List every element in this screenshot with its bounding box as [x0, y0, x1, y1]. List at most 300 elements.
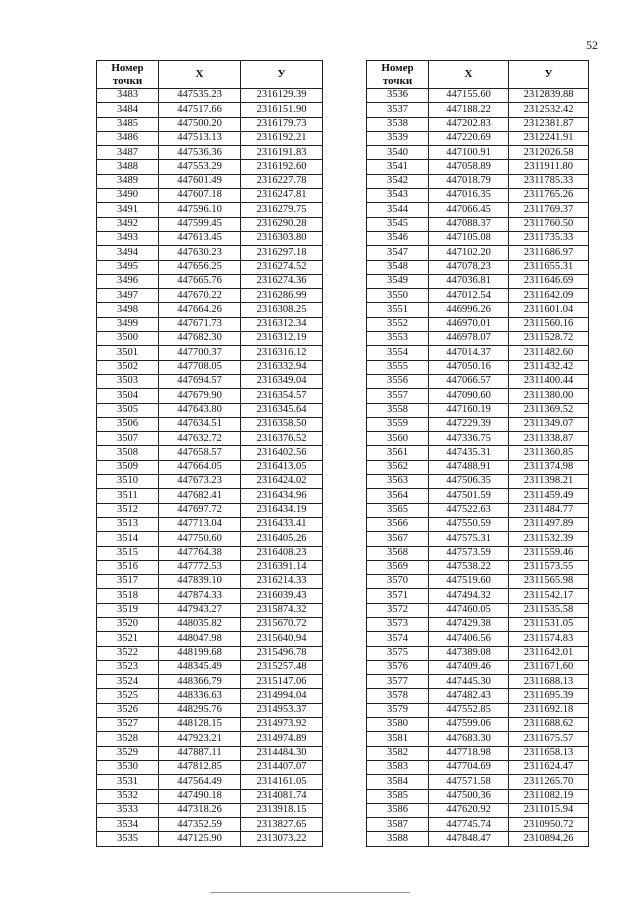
- y-coordinate-cell: 2316434.19: [241, 503, 323, 517]
- x-coordinate-cell: 446978.07: [429, 332, 509, 346]
- table-row: [367, 475, 589, 489]
- table-row: [367, 718, 589, 732]
- table-row: [97, 460, 323, 474]
- table-row: [97, 146, 323, 160]
- x-coordinate-cell: 447550.59: [429, 517, 509, 531]
- table-row: [367, 360, 589, 374]
- table-row: [97, 503, 323, 517]
- table-row: [367, 675, 589, 689]
- table-row: [367, 203, 589, 217]
- y-coordinate-cell: 2312532.42: [509, 103, 589, 117]
- x-coordinate-cell: 447671.73: [159, 317, 241, 331]
- table-row: [97, 589, 323, 603]
- y-coordinate-cell: 2316191.83: [241, 146, 323, 160]
- point-number-cell: 3577: [367, 675, 429, 689]
- y-coordinate-cell: 2313073.22: [241, 832, 323, 846]
- x-coordinate-cell: 447718.98: [429, 746, 509, 760]
- header-x: X: [429, 61, 509, 89]
- x-coordinate-cell: 448035.82: [159, 617, 241, 631]
- y-coordinate-cell: 2311760.50: [509, 217, 589, 231]
- x-coordinate-cell: 447564.49: [159, 775, 241, 789]
- x-coordinate-cell: 448366.79: [159, 675, 241, 689]
- y-coordinate-cell: 2316358.50: [241, 417, 323, 431]
- x-coordinate-cell: 447018.79: [429, 174, 509, 188]
- x-coordinate-cell: 447656.25: [159, 260, 241, 274]
- table-row: [97, 174, 323, 188]
- point-number-cell: 3500: [97, 332, 159, 346]
- point-number-cell: 3528: [97, 732, 159, 746]
- x-coordinate-cell: 447658.57: [159, 446, 241, 460]
- x-coordinate-cell: 447318.26: [159, 803, 241, 817]
- table-row: [97, 575, 323, 589]
- x-coordinate-cell: 447501.59: [429, 489, 509, 503]
- x-coordinate-cell: 447700.37: [159, 346, 241, 360]
- x-coordinate-cell: 447573.59: [429, 546, 509, 560]
- table-row: [367, 417, 589, 431]
- table-row: [367, 460, 589, 474]
- y-coordinate-cell: 2316391.14: [241, 560, 323, 574]
- point-number-cell: 3563: [367, 475, 429, 489]
- x-coordinate-cell: 447016.35: [429, 189, 509, 203]
- y-coordinate-cell: 2316312.34: [241, 317, 323, 331]
- y-coordinate-cell: 2311369.52: [509, 403, 589, 417]
- y-coordinate-cell: 2316402.56: [241, 446, 323, 460]
- point-number-cell: 3509: [97, 460, 159, 474]
- y-coordinate-cell: 2316408.23: [241, 546, 323, 560]
- y-coordinate-cell: 2314407.07: [241, 760, 323, 774]
- point-number-cell: 3547: [367, 246, 429, 260]
- y-coordinate-cell: 2314974.89: [241, 732, 323, 746]
- table-row: [97, 703, 323, 717]
- table-row: [367, 131, 589, 145]
- point-number-cell: 3496: [97, 274, 159, 288]
- y-coordinate-cell: 2316192.60: [241, 160, 323, 174]
- y-coordinate-cell: 2311688.62: [509, 718, 589, 732]
- table-row: [367, 660, 589, 674]
- table-row: [367, 160, 589, 174]
- x-coordinate-cell: 447066.45: [429, 203, 509, 217]
- y-coordinate-cell: 2312241.91: [509, 131, 589, 145]
- x-coordinate-cell: 447679.90: [159, 389, 241, 403]
- point-number-cell: 3543: [367, 189, 429, 203]
- y-coordinate-cell: 2312381.87: [509, 117, 589, 131]
- y-coordinate-cell: 2311769.37: [509, 203, 589, 217]
- table-row: [97, 617, 323, 631]
- table-row: [97, 374, 323, 388]
- y-coordinate-cell: 2311528.72: [509, 332, 589, 346]
- table-row: [367, 703, 589, 717]
- point-number-cell: 3542: [367, 174, 429, 188]
- table-row: [97, 246, 323, 260]
- x-coordinate-cell: 447613.45: [159, 231, 241, 245]
- table-row: [97, 131, 323, 145]
- y-coordinate-cell: 2316297.18: [241, 246, 323, 260]
- y-coordinate-cell: 2316316.12: [241, 346, 323, 360]
- x-coordinate-cell: 447812.85: [159, 760, 241, 774]
- point-number-cell: 3574: [367, 632, 429, 646]
- point-number-cell: 3506: [97, 417, 159, 431]
- y-coordinate-cell: 2316308.25: [241, 303, 323, 317]
- y-coordinate-cell: 2316286.99: [241, 289, 323, 303]
- point-number-cell: 3587: [367, 818, 429, 832]
- x-coordinate-cell: 447575.31: [429, 532, 509, 546]
- point-number-cell: 3519: [97, 603, 159, 617]
- point-number-cell: 3582: [367, 746, 429, 760]
- table-row: [97, 231, 323, 245]
- point-number-cell: 3540: [367, 146, 429, 160]
- point-number-cell: 3518: [97, 589, 159, 603]
- point-number-cell: 3534: [97, 818, 159, 832]
- y-coordinate-cell: 2316151.90: [241, 103, 323, 117]
- y-coordinate-cell: 2316274.36: [241, 274, 323, 288]
- x-coordinate-cell: 447839.10: [159, 575, 241, 589]
- point-number-cell: 3580: [367, 718, 429, 732]
- x-coordinate-cell: 447750.60: [159, 532, 241, 546]
- y-coordinate-cell: 2316179.73: [241, 117, 323, 131]
- table-row: [97, 289, 323, 303]
- table-row: [97, 517, 323, 531]
- y-coordinate-cell: 2311574.83: [509, 632, 589, 646]
- y-coordinate-cell: 2311911.80: [509, 160, 589, 174]
- point-number-cell: 3495: [97, 260, 159, 274]
- point-number-cell: 3524: [97, 675, 159, 689]
- table-row: [367, 789, 589, 803]
- table-row: [97, 89, 323, 103]
- x-coordinate-cell: 447160.19: [429, 403, 509, 417]
- table-row: [97, 632, 323, 646]
- y-coordinate-cell: 2311082.19: [509, 789, 589, 803]
- point-number-cell: 3579: [367, 703, 429, 717]
- y-coordinate-cell: 2316039.43: [241, 589, 323, 603]
- x-coordinate-cell: 447058.89: [429, 160, 509, 174]
- table-row: [367, 174, 589, 188]
- point-number-cell: 3533: [97, 803, 159, 817]
- point-number-cell: 3557: [367, 389, 429, 403]
- point-number-cell: 3583: [367, 760, 429, 774]
- y-coordinate-cell: 2316345.64: [241, 403, 323, 417]
- point-number-cell: 3566: [367, 517, 429, 531]
- x-coordinate-cell: 447596.10: [159, 203, 241, 217]
- y-coordinate-cell: 2316424.02: [241, 475, 323, 489]
- point-number-cell: 3521: [97, 632, 159, 646]
- y-coordinate-cell: 2315670.72: [241, 617, 323, 631]
- y-coordinate-cell: 2311542.17: [509, 589, 589, 603]
- table-row: [367, 689, 589, 703]
- table-row: [97, 417, 323, 431]
- table-header-row: [97, 61, 323, 89]
- y-coordinate-cell: 2315257.48: [241, 660, 323, 674]
- y-coordinate-cell: 2311642.01: [509, 646, 589, 660]
- table-row: [97, 389, 323, 403]
- table-row: [367, 432, 589, 446]
- point-number-cell: 3486: [97, 131, 159, 145]
- y-coordinate-cell: 2311642.09: [509, 289, 589, 303]
- y-coordinate-cell: 2315147.06: [241, 675, 323, 689]
- table-row: [97, 532, 323, 546]
- point-number-cell: 3504: [97, 389, 159, 403]
- x-coordinate-cell: 447522.63: [429, 503, 509, 517]
- y-coordinate-cell: 2311675.57: [509, 732, 589, 746]
- y-coordinate-cell: 2314484.30: [241, 746, 323, 760]
- x-coordinate-cell: 447155.60: [429, 89, 509, 103]
- x-coordinate-cell: 447704.69: [429, 760, 509, 774]
- table-row: [367, 246, 589, 260]
- table-row: [367, 389, 589, 403]
- x-coordinate-cell: 447435.31: [429, 446, 509, 460]
- x-coordinate-cell: 447601.49: [159, 174, 241, 188]
- y-coordinate-cell: 2316192.21: [241, 131, 323, 145]
- table-row: [367, 532, 589, 546]
- y-coordinate-cell: 2316274.52: [241, 260, 323, 274]
- table-row: [367, 589, 589, 603]
- y-coordinate-cell: 2311573.55: [509, 560, 589, 574]
- y-coordinate-cell: 2311655.31: [509, 260, 589, 274]
- bottom-rule: [210, 892, 410, 893]
- point-number-cell: 3537: [367, 103, 429, 117]
- y-coordinate-cell: 2311624.47: [509, 760, 589, 774]
- table-row: [97, 475, 323, 489]
- table-row: [97, 560, 323, 574]
- x-coordinate-cell: 447923.21: [159, 732, 241, 746]
- x-coordinate-cell: 447014.37: [429, 346, 509, 360]
- x-coordinate-cell: 447538.22: [429, 560, 509, 574]
- point-number-cell: 3512: [97, 503, 159, 517]
- coordinates-table-left: [96, 60, 323, 847]
- point-number-cell: 3513: [97, 517, 159, 531]
- y-coordinate-cell: 2311338.87: [509, 432, 589, 446]
- table-row: [97, 646, 323, 660]
- point-number-cell: 3554: [367, 346, 429, 360]
- point-number-cell: 3562: [367, 460, 429, 474]
- table-row: [97, 217, 323, 231]
- table-row: [97, 818, 323, 832]
- y-coordinate-cell: 2311601.04: [509, 303, 589, 317]
- table-row: [367, 117, 589, 131]
- y-coordinate-cell: 2311658.13: [509, 746, 589, 760]
- table-row: [367, 89, 589, 103]
- y-coordinate-cell: 2314081.74: [241, 789, 323, 803]
- x-coordinate-cell: 447488.91: [429, 460, 509, 474]
- x-coordinate-cell: 447887.11: [159, 746, 241, 760]
- y-coordinate-cell: 2311692.18: [509, 703, 589, 717]
- point-number-cell: 3555: [367, 360, 429, 374]
- x-coordinate-cell: 447552.85: [429, 703, 509, 717]
- y-coordinate-cell: 2311531.05: [509, 617, 589, 631]
- table-row: [367, 803, 589, 817]
- x-coordinate-cell: 447764.38: [159, 546, 241, 560]
- x-coordinate-cell: 447943.27: [159, 603, 241, 617]
- x-coordinate-cell: 447683.30: [429, 732, 509, 746]
- point-number-cell: 3560: [367, 432, 429, 446]
- y-coordinate-cell: 2316405.26: [241, 532, 323, 546]
- point-number-cell: 3548: [367, 260, 429, 274]
- point-number-cell: 3515: [97, 546, 159, 560]
- x-coordinate-cell: 447630.23: [159, 246, 241, 260]
- point-number-cell: 3531: [97, 775, 159, 789]
- x-coordinate-cell: 447202.83: [429, 117, 509, 131]
- x-coordinate-cell: 447078.23: [429, 260, 509, 274]
- table-row: [367, 503, 589, 517]
- x-coordinate-cell: 447336.75: [429, 432, 509, 446]
- point-number-cell: 3538: [367, 117, 429, 131]
- point-number-cell: 3516: [97, 560, 159, 574]
- point-number-cell: 3535: [97, 832, 159, 846]
- point-number-cell: 3561: [367, 446, 429, 460]
- y-coordinate-cell: 2316303.80: [241, 231, 323, 245]
- x-coordinate-cell: 447389.08: [429, 646, 509, 660]
- point-number-cell: 3573: [367, 617, 429, 631]
- y-coordinate-cell: 2311497.89: [509, 517, 589, 531]
- table-row: [367, 103, 589, 117]
- x-coordinate-cell: 447772.53: [159, 560, 241, 574]
- point-number-cell: 3550: [367, 289, 429, 303]
- table-row: [367, 775, 589, 789]
- table-row: [97, 760, 323, 774]
- y-coordinate-cell: 2311484.77: [509, 503, 589, 517]
- point-number-cell: 3585: [367, 789, 429, 803]
- table-row: [367, 217, 589, 231]
- point-number-cell: 3530: [97, 760, 159, 774]
- x-coordinate-cell: 447482.43: [429, 689, 509, 703]
- y-coordinate-cell: 2311265.70: [509, 775, 589, 789]
- point-number-cell: 3529: [97, 746, 159, 760]
- table-row: [97, 775, 323, 789]
- point-number-cell: 3570: [367, 575, 429, 589]
- y-coordinate-cell: 2311482.60: [509, 346, 589, 360]
- header-y: У: [241, 61, 323, 89]
- y-coordinate-cell: 2311349.07: [509, 417, 589, 431]
- table-row: [367, 332, 589, 346]
- point-number-cell: 3575: [367, 646, 429, 660]
- point-number-cell: 3553: [367, 332, 429, 346]
- y-coordinate-cell: 2311400.44: [509, 374, 589, 388]
- table-row: [97, 446, 323, 460]
- table-row: [367, 517, 589, 531]
- y-coordinate-cell: 2316290.28: [241, 217, 323, 231]
- point-number-cell: 3502: [97, 360, 159, 374]
- y-coordinate-cell: 2315640.94: [241, 632, 323, 646]
- x-coordinate-cell: 448047.98: [159, 632, 241, 646]
- y-coordinate-cell: 2314994.04: [241, 689, 323, 703]
- x-coordinate-cell: 447745.74: [429, 818, 509, 832]
- y-coordinate-cell: 2310894.26: [509, 832, 589, 846]
- y-coordinate-cell: 2316434.96: [241, 489, 323, 503]
- y-coordinate-cell: 2311559.46: [509, 546, 589, 560]
- table-row: [97, 189, 323, 203]
- y-coordinate-cell: 2312026.58: [509, 146, 589, 160]
- point-number-cell: 3545: [367, 217, 429, 231]
- y-coordinate-cell: 2316279.75: [241, 203, 323, 217]
- x-coordinate-cell: 447713.04: [159, 517, 241, 531]
- table-row: [97, 732, 323, 746]
- y-coordinate-cell: 2314161.05: [241, 775, 323, 789]
- point-number-cell: 3572: [367, 603, 429, 617]
- y-coordinate-cell: 2311688.13: [509, 675, 589, 689]
- table-row: [367, 646, 589, 660]
- y-coordinate-cell: 2316354.57: [241, 389, 323, 403]
- x-coordinate-cell: 447553.29: [159, 160, 241, 174]
- point-number-cell: 3569: [367, 560, 429, 574]
- point-number-cell: 3532: [97, 789, 159, 803]
- point-number-cell: 3523: [97, 660, 159, 674]
- y-coordinate-cell: 2311686.97: [509, 246, 589, 260]
- y-coordinate-cell: 2311535.58: [509, 603, 589, 617]
- table-row: [97, 789, 323, 803]
- table-row: [97, 203, 323, 217]
- y-coordinate-cell: 2316433.41: [241, 517, 323, 531]
- table-row: [367, 317, 589, 331]
- point-number-cell: 3565: [367, 503, 429, 517]
- y-coordinate-cell: 2316247.81: [241, 189, 323, 203]
- y-coordinate-cell: 2316332.94: [241, 360, 323, 374]
- x-coordinate-cell: 447517.66: [159, 103, 241, 117]
- table-row: [367, 146, 589, 160]
- x-coordinate-cell: 447012.54: [429, 289, 509, 303]
- table-row: [367, 403, 589, 417]
- x-coordinate-cell: 447220.69: [429, 131, 509, 145]
- x-coordinate-cell: 447100.91: [429, 146, 509, 160]
- point-number-cell: 3559: [367, 417, 429, 431]
- x-coordinate-cell: 447500.36: [429, 789, 509, 803]
- table-row: [367, 560, 589, 574]
- x-coordinate-cell: 447634.51: [159, 417, 241, 431]
- table-row: [97, 332, 323, 346]
- point-number-cell: 3578: [367, 689, 429, 703]
- point-number-cell: 3497: [97, 289, 159, 303]
- point-number-cell: 3499: [97, 317, 159, 331]
- x-coordinate-cell: 447708.05: [159, 360, 241, 374]
- table-row: [97, 274, 323, 288]
- x-coordinate-cell: 448345.49: [159, 660, 241, 674]
- x-coordinate-cell: 448128.15: [159, 718, 241, 732]
- table-row: [97, 160, 323, 174]
- point-number-cell: 3514: [97, 532, 159, 546]
- y-coordinate-cell: 2311735.33: [509, 231, 589, 245]
- y-coordinate-cell: 2311646.69: [509, 274, 589, 288]
- header-x: X: [159, 61, 241, 89]
- point-number-cell: 3490: [97, 189, 159, 203]
- x-coordinate-cell: 447050.16: [429, 360, 509, 374]
- table-row: [367, 489, 589, 503]
- y-coordinate-cell: 2311565.98: [509, 575, 589, 589]
- table-row: [367, 274, 589, 288]
- y-coordinate-cell: 2316214.33: [241, 575, 323, 589]
- table-row: [367, 575, 589, 589]
- y-coordinate-cell: 2316349.04: [241, 374, 323, 388]
- x-coordinate-cell: 447066.57: [429, 374, 509, 388]
- point-number-cell: 3498: [97, 303, 159, 317]
- point-number-cell: 3539: [367, 131, 429, 145]
- y-coordinate-cell: 2316312.19: [241, 332, 323, 346]
- x-coordinate-cell: 447406.56: [429, 632, 509, 646]
- x-coordinate-cell: 447229.39: [429, 417, 509, 431]
- table-row: [367, 289, 589, 303]
- point-number-cell: 3526: [97, 703, 159, 717]
- x-coordinate-cell: 447664.05: [159, 460, 241, 474]
- point-number-cell: 3527: [97, 718, 159, 732]
- header-point: Номер точки: [367, 61, 429, 89]
- y-coordinate-cell: 2314953.37: [241, 703, 323, 717]
- table-row: [367, 760, 589, 774]
- point-number-cell: 3505: [97, 403, 159, 417]
- table-row: [97, 689, 323, 703]
- point-number-cell: 3507: [97, 432, 159, 446]
- table-row: [367, 374, 589, 388]
- table-row: [367, 260, 589, 274]
- x-coordinate-cell: 447599.06: [429, 718, 509, 732]
- table-row: [367, 231, 589, 245]
- table-row: [97, 718, 323, 732]
